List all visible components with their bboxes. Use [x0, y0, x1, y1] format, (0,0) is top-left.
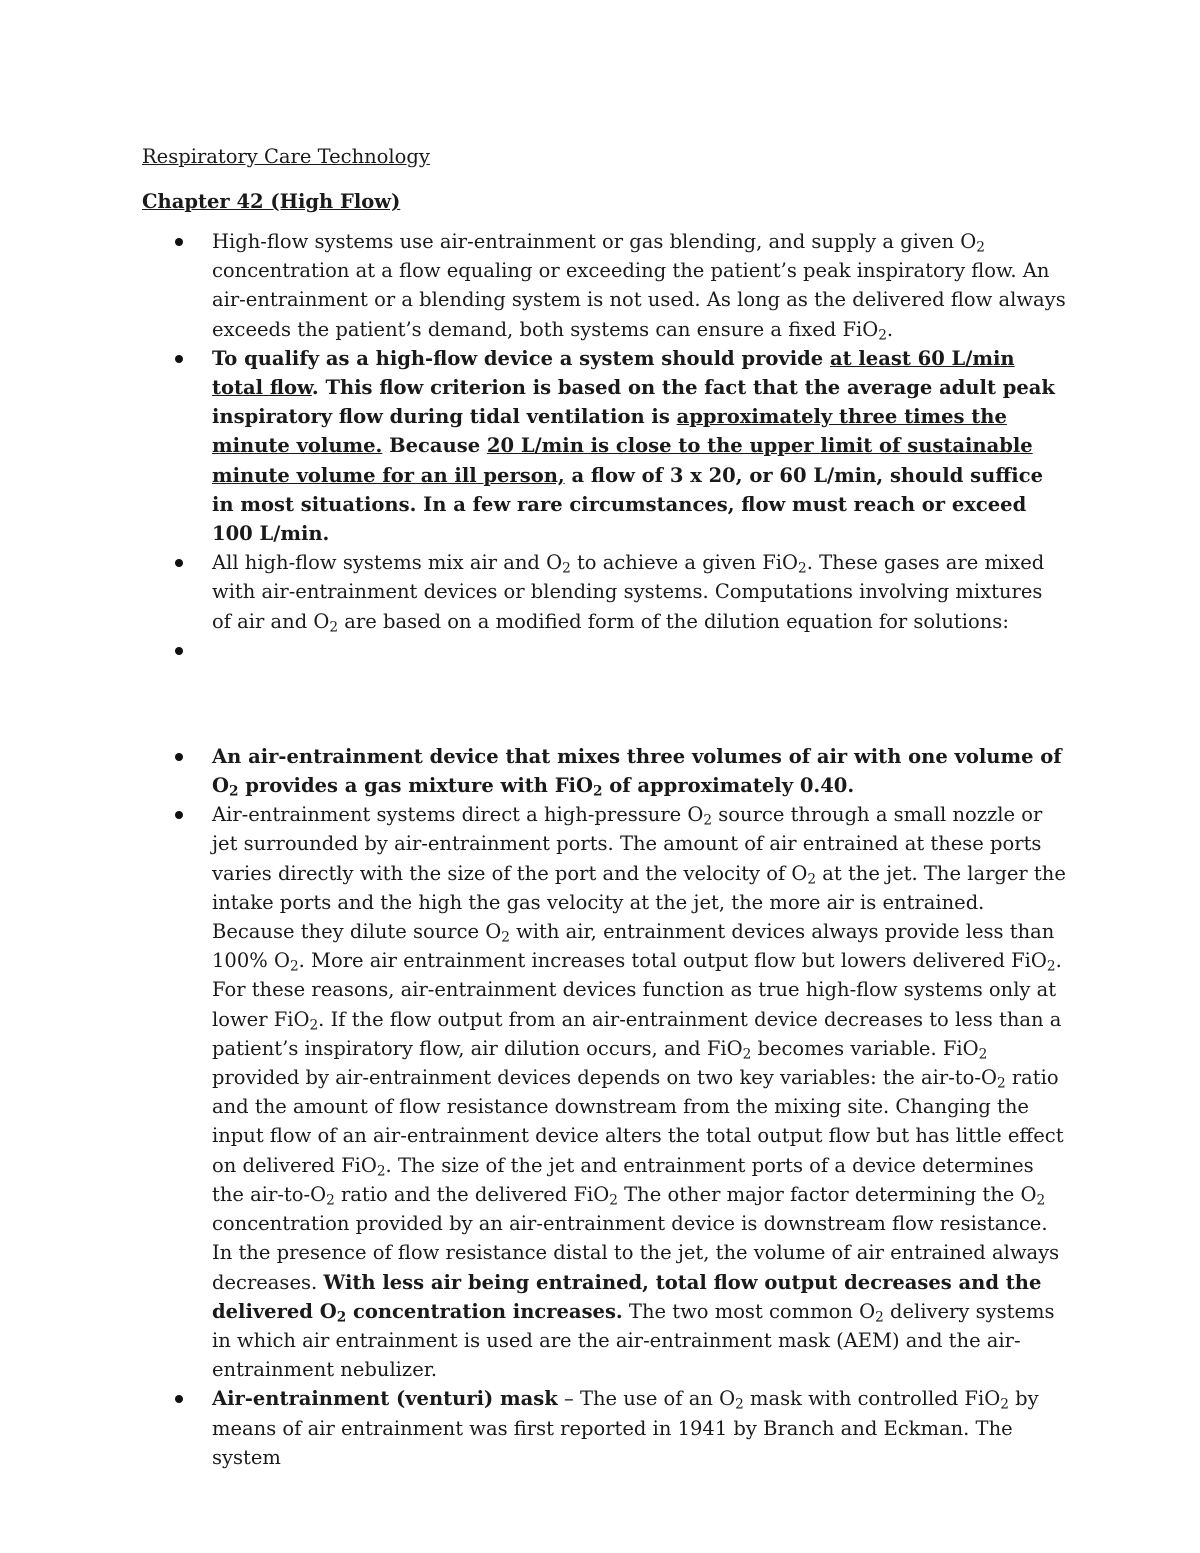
chapter-heading: Chapter 42 (High Flow) [142, 190, 401, 213]
bullet-three-volumes-air: An air-entrainment device that mixes three volumes of air with one volume of $O_2$ provides a gas mixture with FiO$_2$ of approximately 0.40. [142, 742, 1067, 800]
bullet-mix-air-o2: All high-flow systems mix air and $O_2$ to achieve a given FiO$_2$. These gases are mixed with air-entrainment devices or blending systems. Computations involving mixtures of air and $O_2$ are based on a modified form of the dilution equation for solutions: [142, 548, 1067, 636]
bullet-venturi-mask: Air-entrainment (venturi) mask – The use of an $O_2$ mask with controlled FiO$_2$ by means of air entrainment was first reported in 1941 by Branch and Eckman. The system [142, 1384, 1067, 1472]
document-body [142, 142, 1067, 1472]
bullet-air-entrainment-systems: Air-entrainment systems direct a high-pressure $O_2$ source through a small nozzle or jet surrounded by air-entrainment ports. The amount of air entrained at these ports varies directly with the size of the port and the velocity of $O_2$ at the jet. The larger the intake ports and the high the gas velocity at the jet, the more air is entrained. Because they dilute source $O_2$ with air, entrainment devices always provide less than 100% $O_2$. More air entrainment increases total output flow but lowers delivered FiO$_2$. For these reasons, air-entrainment devices function as true high-flow systems only at lower FiO$_2$. If the flow output from an air-entrainment device decreases to less than a patient’s inspiratory flow, air dilution occurs, and FiO$_2$ becomes variable. FiO$_2$ provided by air-entrainment devices depends on two key variables: the air-$to-O_2$ ratio and the amount of flow resistance downstream from the mixing site. Changing the input flow of an air-entrainment device alters the total output flow but has little effect on delivered FiO$_2$. The size of the jet and entrainment ports of a device determines the air-$to-O_2$ ratio and the delivered FiO$_2$ The other major factor determining the $O_2$ concentration provided by an air-entrainment device is downstream flow resistance. In the presence of flow resistance distal to the jet, the volume of air entrained always decreases. With less air being entrained, total flow output decreases and the delivered $O_2$ concentration increases. The two most common $O_2$ delivery systems in which air entrainment is used are the air-entrainment mask (AEM) and the air-entrainment nebulizer. [142, 800, 1067, 1384]
bullet-list [142, 227, 1067, 1472]
bullet-qualify-high-flow: To qualify as a high-flow device a system should provide at least 60 L/min total flow. This flow criterion is based on the fact that the average adult peak inspiratory flow during tidal ventilation is approximately three times the minute volume. Because 20 L/min is close to the upper limit of sustainable minute volume for an ill person, a flow of 3 x 20, or 60 L/min, should suffice in most situations. In a few rare circumstances, flow must reach or exceed 100 L/min. [142, 344, 1067, 548]
equation-gap [142, 636, 1067, 742]
document-title: Respiratory Care Technology [142, 145, 430, 168]
bullet-high-flow-systems: High-flow systems use air-entrainment or gas blending, and supply a given $O_2$ concentration at a flow equaling or exceeding the patient’s peak inspiratory flow. An air-entrainment or a blending system is not used. As long as the delivered flow always exceeds the patient’s demand, both systems can ensure a fixed FiO$_2$. [142, 227, 1067, 344]
